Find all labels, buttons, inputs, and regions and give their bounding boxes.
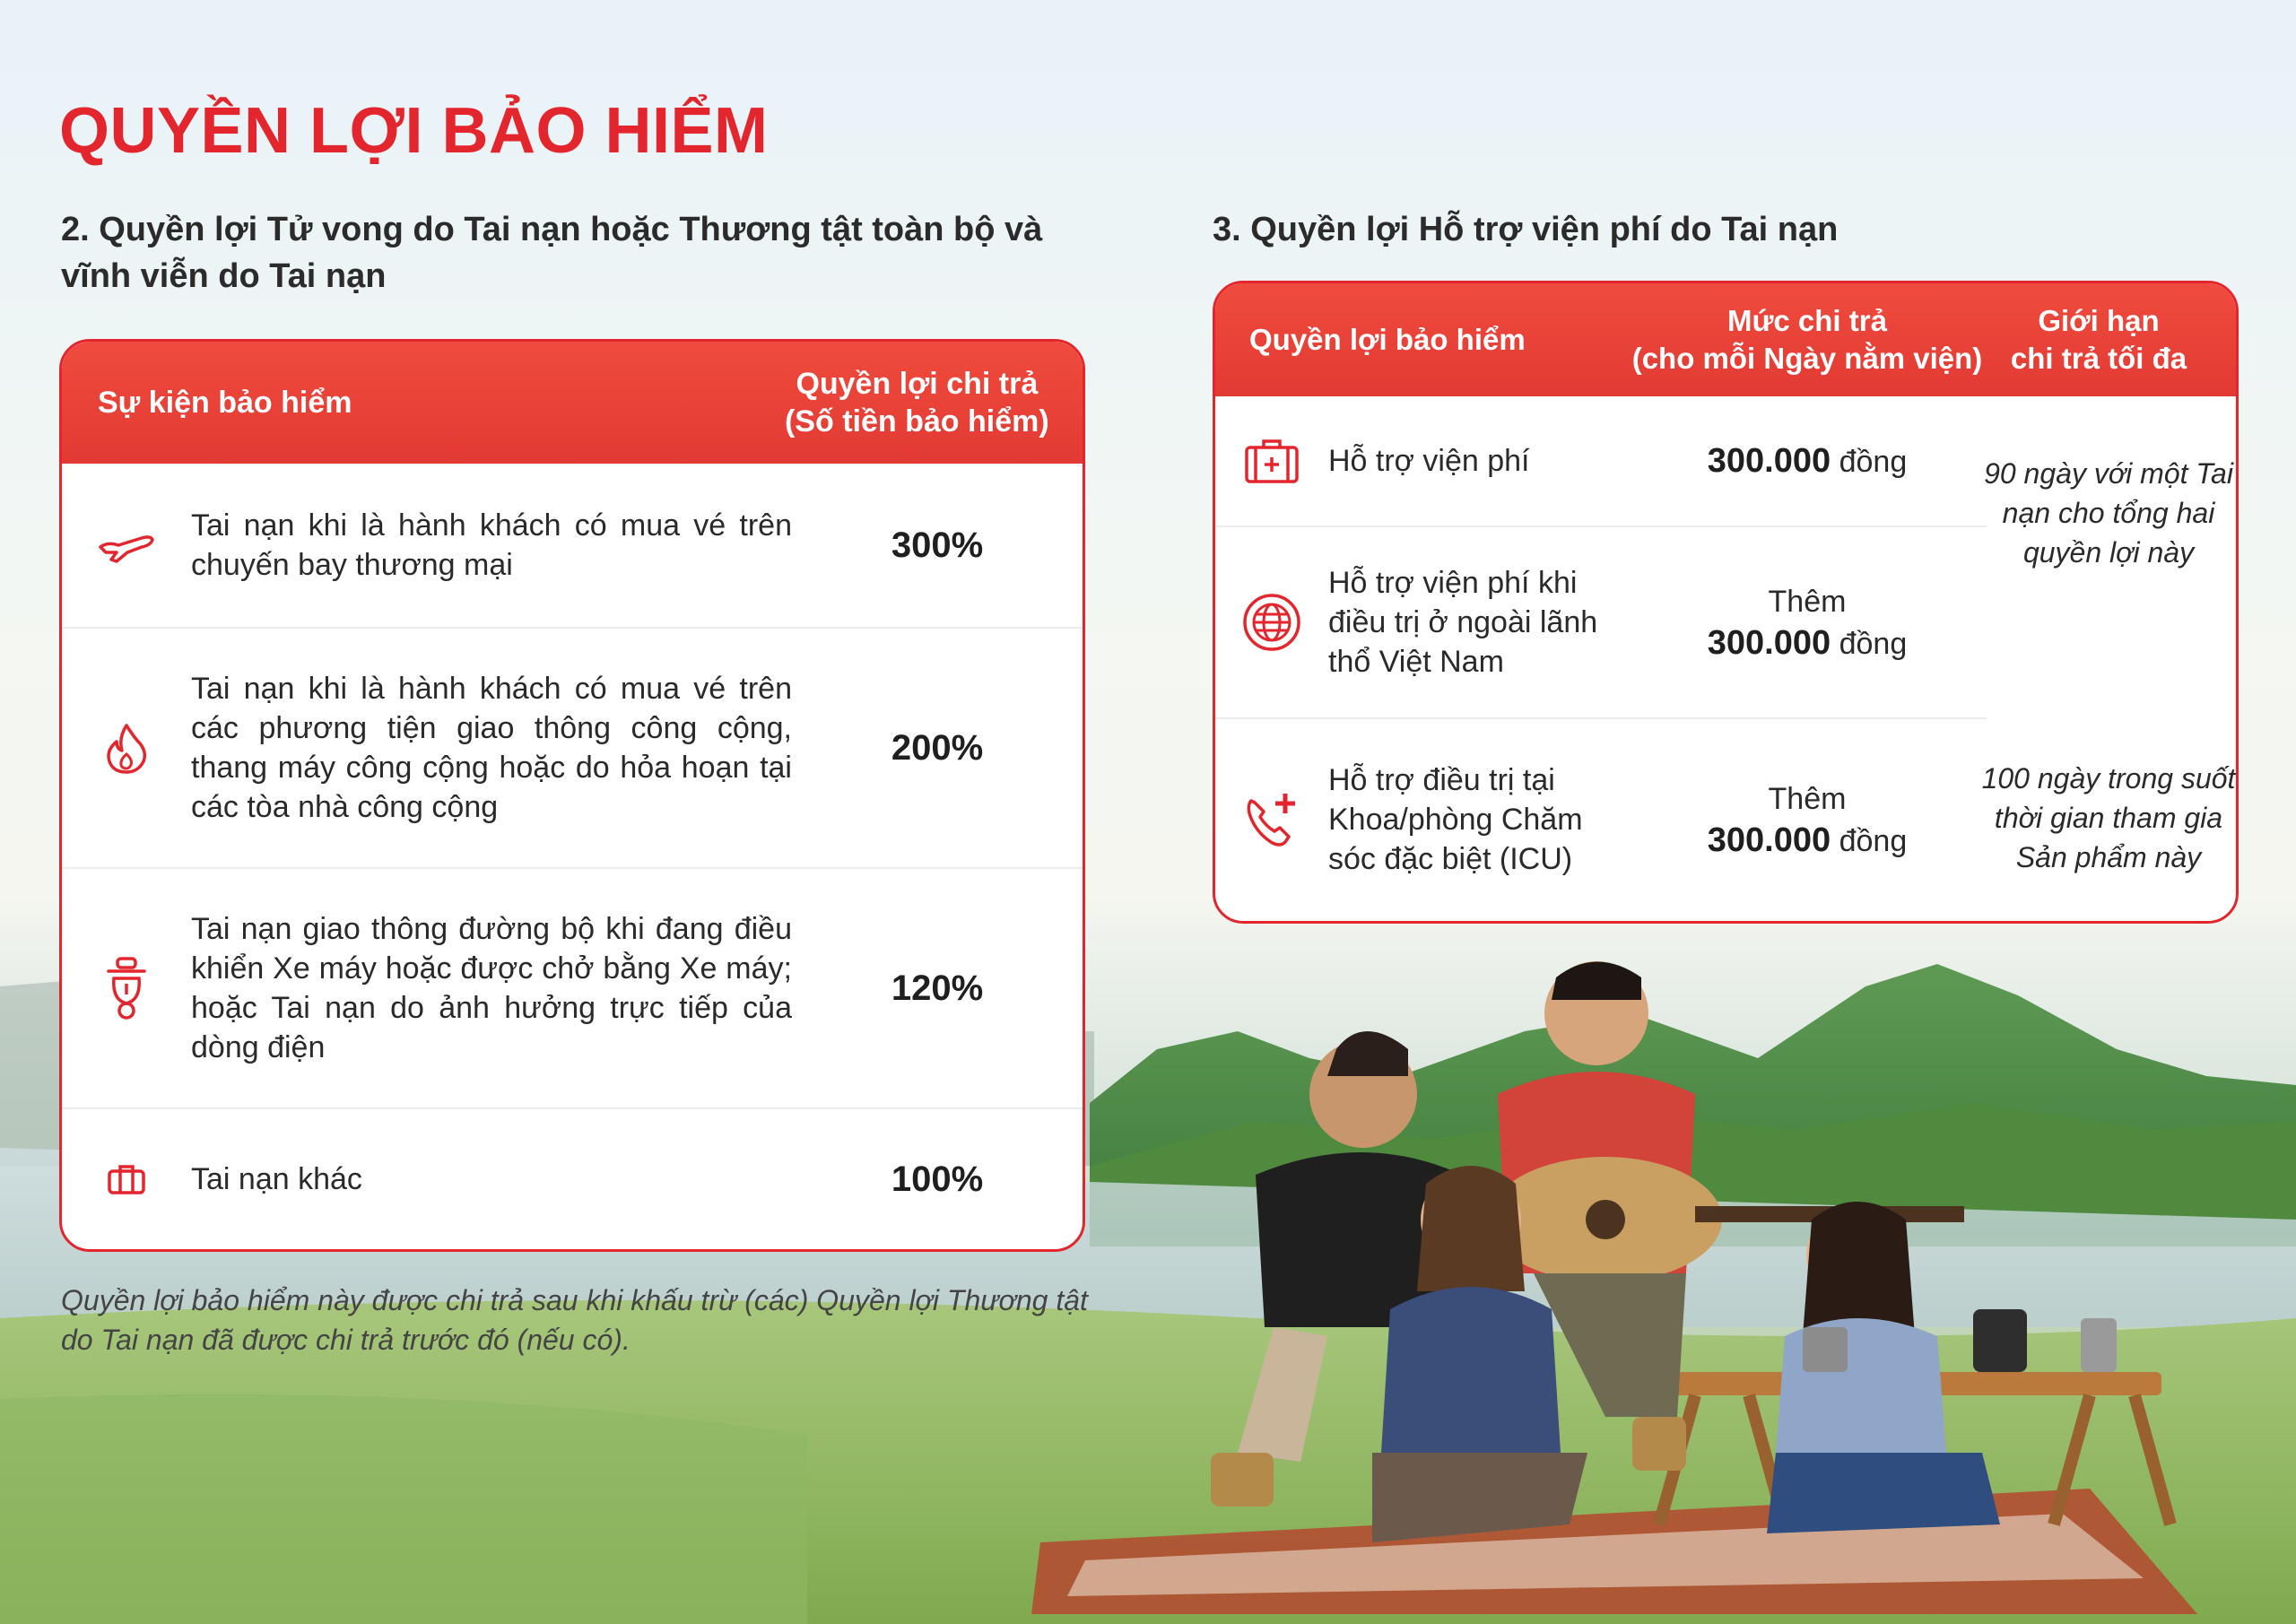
fire-icon [62,722,191,774]
scooter-icon [62,955,191,1021]
amount-value: 300.000 [1707,441,1831,480]
table-body [1215,396,2236,920]
column-header-limit-line2: chi trả tối đa [2010,342,2187,375]
column-header-limit [1987,302,2211,378]
table-header [62,342,1083,464]
benefit-amount [1628,440,1987,482]
benefit-label: Hỗ trợ viện phí khi điều trị ở ngoài lãnh thổ Việt Nam [1328,566,1598,679]
table-row [1215,719,1987,920]
amount-unit: đồng [1831,823,1908,858]
table-row [1215,527,1987,719]
column-header-amount [1628,302,1987,378]
amount-unit: đồng [1831,444,1908,479]
hospital-support-benefit-table [1213,281,2239,924]
page-title: QUYỀN LỢI BẢO HIỂM [59,95,769,167]
column-header-amount-line1: Mức chi trả [1727,304,1887,337]
column-header-payout-line1: Quyền lợi chi trả [796,367,1039,401]
table-row [62,464,1083,629]
column-header-amount-line2: (cho mỗi Ngày nằm viện) [1631,342,1983,375]
amount-prefix: Thêm [1768,584,1847,619]
table-row [62,869,1083,1109]
column-header-event: Sự kiện bảo hiểm [98,385,352,420]
benefit-label: Hỗ trợ điều trị tại Khoa/phòng Chăm sóc đặc biệt (ICU) [1328,763,1583,876]
column-header-payout [752,365,1083,440]
payout-value: 300% [891,525,984,565]
medical-phone-icon [1215,790,1328,849]
column-header-benefit: Quyền lợi bảo hiểm [1249,323,1526,356]
limit-row-3: 100 ngày trong suốt thời gian tham gia Sản phẩm này [1981,762,2236,873]
payout-value: 200% [891,727,984,768]
amount-unit: đồng [1831,626,1908,661]
amount-value: 300.000 [1707,821,1831,859]
amount-prefix: Thêm [1768,781,1847,816]
death-disability-benefit-table [59,339,1085,1252]
picnic-group-illustration [1031,951,2269,1614]
benefit-amount [1628,778,1987,862]
limit-rows-1-2: 90 ngày với một Tai nạn cho tổng hai quyền lợi này [1984,457,2233,569]
column-header-payout-line2: (Số tiền bảo hiểm) [784,404,1049,439]
airplane-icon [62,525,191,565]
column-header-limit-line1: Giới hạn [2038,304,2160,337]
benefit-label: Hỗ trợ viện phí [1328,444,1530,478]
table-row [62,1109,1083,1249]
section-3-heading: 3. Quyền lợi Hỗ trợ viện phí do Tai nạn [1213,211,1839,248]
event-text: Tai nạn khác [191,1162,362,1196]
first-aid-kit-icon [1215,438,1328,484]
event-text: Tai nạn giao thông đường bộ khi đang điều khiển Xe máy hoặc được chở bằng Xe máy; hoặc Tai nạn do ảnh hưởng trực tiếp của dòng điện [191,912,792,1064]
table-header [1215,283,2236,396]
briefcase-icon [62,1163,191,1195]
table-row [1215,396,1987,527]
payout-value: 120% [891,968,984,1008]
event-text: Tai nạn khi là hành khách có mua vé trên chuyến bay thương mại [191,508,792,582]
section-2-footnote: Quyền lợi bảo hiểm này được chi trả sau khi khấu trừ (các) Quyền lợi Thương tật do Tai nạn đã được chi trả trước đó (nếu có). [61,1284,1088,1356]
section-2-heading: 2. Quyền lợi Tử vong do Tai nạn hoặc Thương tật toàn bộ và vĩnh viễn do Tai nạn [61,211,1043,295]
payout-value: 100% [891,1159,984,1199]
amount-value: 300.000 [1707,623,1831,662]
globe-icon [1215,593,1328,652]
event-text: Tai nạn khi là hành khách có mua vé trên các phương tiện giao thông công cộng, thang máy công cộng hoặc do hỏa hoạn tại các tòa nhà công cộng [191,672,792,824]
table-row [62,629,1083,869]
benefit-amount [1628,581,1987,664]
